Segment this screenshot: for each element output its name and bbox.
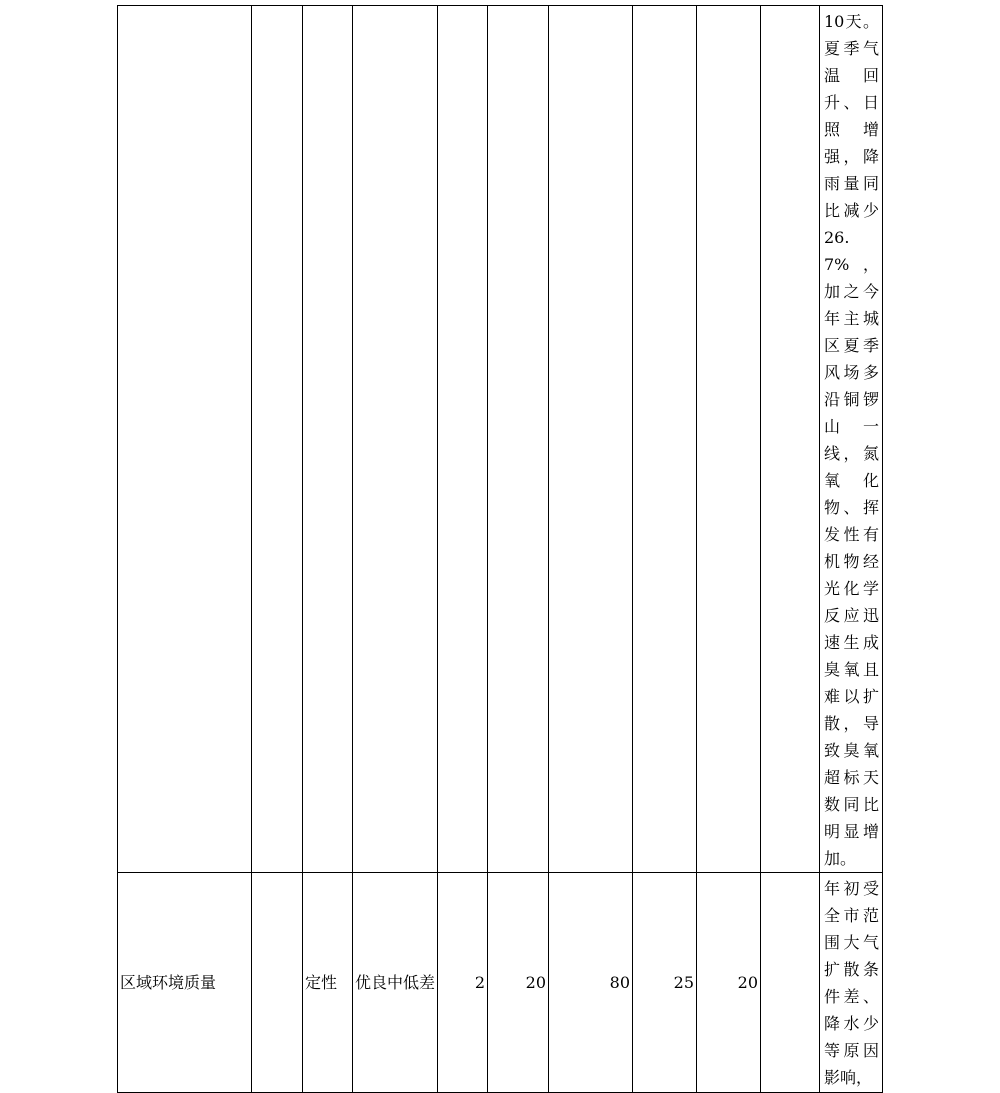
value-cell: 25	[633, 873, 697, 1093]
empty-cell	[252, 6, 303, 873]
nature-cell: 定性	[303, 873, 353, 1093]
value-cell	[549, 6, 633, 873]
table-row	[118, 873, 883, 1093]
empty-cell	[252, 873, 303, 1093]
indicator-cell	[118, 6, 252, 873]
note-cell: 10天。夏季气温回升、日照增强，降雨量同比减少26.7%，加之今年主城区夏季风场多沿铜锣山一线，氮氧化物、挥发性有机物经光化学反应迅速生成臭氧且难以扩散，导致臭氧超标天数同比明显增加。	[820, 6, 883, 873]
value-cell	[633, 6, 697, 873]
blank-cell	[761, 873, 820, 1093]
data-table	[117, 5, 883, 1093]
note-cell: 年初受全市范围大气扩散条件差、降水少等原因影响，	[820, 873, 883, 1093]
value-cell	[438, 6, 488, 873]
value-cell: 2	[438, 873, 488, 1093]
grade-cell	[353, 6, 438, 873]
value-cell: 20	[697, 873, 761, 1093]
value-cell: 20	[488, 873, 549, 1093]
value-cell	[488, 6, 549, 873]
value-cell: 80	[549, 873, 633, 1093]
value-cell	[697, 6, 761, 873]
nature-cell	[303, 6, 353, 873]
grade-cell: 优良中低差	[353, 873, 438, 1093]
indicator-cell: 区域环境质量	[118, 873, 252, 1093]
table-row	[118, 6, 883, 873]
blank-cell	[761, 6, 820, 873]
